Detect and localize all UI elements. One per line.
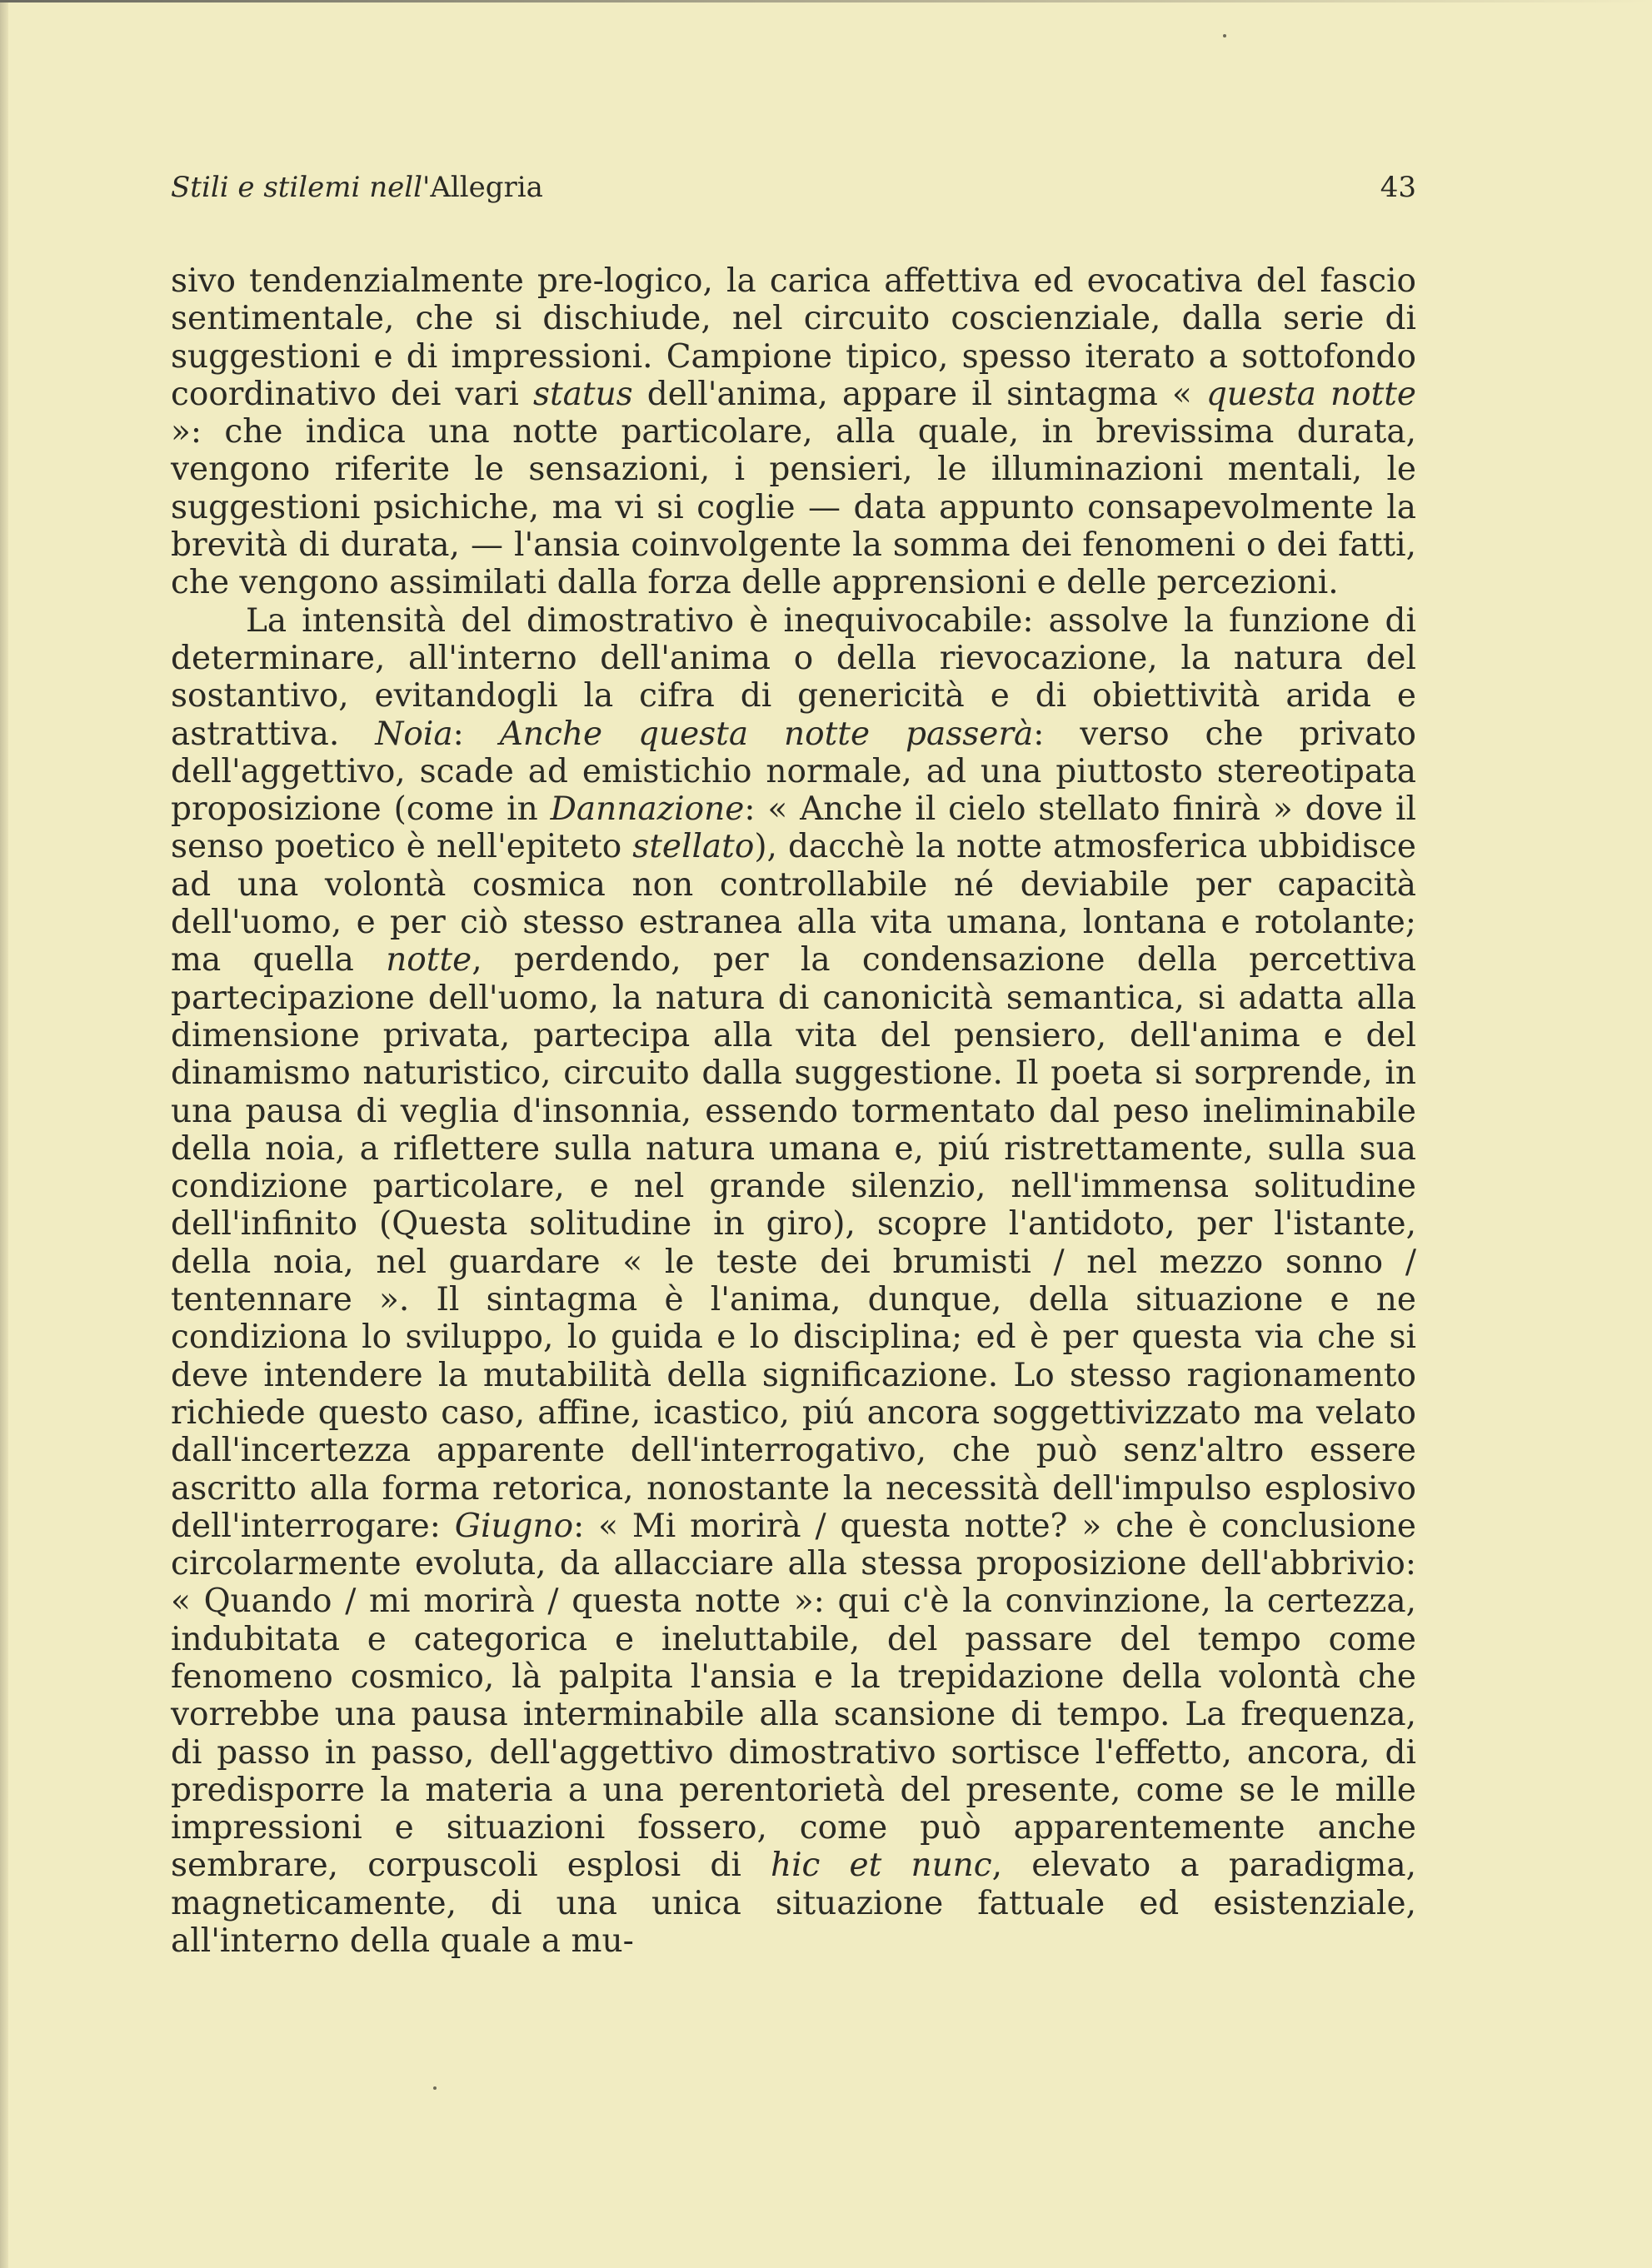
paragraph-2-text: ), dacchè la notte atmosferica ubbidisce ad una volontà cosmica non controllabile né deviabile per capacità dell'uomo, e per ciò stesso estranea alla vita umana, lontana e rotolante; ma quella [171, 828, 1417, 979]
poem-title: Noia [375, 715, 453, 753]
italic-term: notte [386, 941, 472, 979]
page-top-edge [0, 0, 1652, 2]
running-title-roman: Allegria [430, 171, 543, 204]
paragraph-2 [171, 602, 1416, 1961]
paper-speck [433, 2086, 437, 2090]
page-left-edge [0, 0, 8, 2268]
paragraph-2-text: , elevato a paradigma, magneticamente, di una unica situazione fattuale ed esistenziale, all'interno della quale a mu- [171, 1847, 1416, 1961]
paragraph-2-text: : verso che privato dell'aggettivo, scade ad emistichio normale, ad una piuttosto stereotipata proposizione (come in [171, 715, 1416, 829]
paragraph-1 [171, 262, 1416, 602]
italic-term: stellato [632, 828, 755, 866]
body-text [171, 262, 1416, 1960]
paragraph-1-text: dell'anima, appare il sintagma « [632, 375, 1206, 413]
poem-title: Giugno [454, 1507, 574, 1545]
paragraph-2-text: : « Mi morirà / questa notte? » che è conclusione circolarmente evoluta, da allacciare alla stessa proposizione dell'abbrivio: « Quando / mi morirà / questa notte »: qui c'è la convinzione, la certezza, indubitata e categorica e ineluttabile, del passare del tempo come fenomeno cosmico, là palpita l'ansia e la trepidazione della volontà che vorrebbe una pausa interminabile alla scansione di tempo. La frequenza, di passo in passo, dell'aggettivo dimostrativo sortisce l'effetto, ancora, di predisporre la materia a una perentorietà del presente, come se le mille impressioni e situazioni fossero, come può apparentemente anche sembrare, corpuscoli esplosi di [171, 1507, 1416, 1885]
paragraph-2-text: : « Anche il cielo stellato finirà » dove il senso poetico è nell'epiteto [171, 790, 1416, 866]
paper-speck [1223, 34, 1226, 37]
italic-term: hic et nunc [770, 1847, 992, 1885]
italic-quote: questa notte [1205, 375, 1416, 413]
page-number: 43 [1380, 171, 1416, 204]
paragraph-2-text: : [452, 715, 500, 753]
running-header [171, 171, 1416, 212]
italic-term: status [532, 375, 633, 413]
poem-title: Dannazione [550, 790, 745, 829]
running-title-italic: Stili e stilemi nell' [171, 171, 431, 204]
paragraph-2-text: , perdendo, per la condensazione della percettiva partecipazione dell'uomo, la natura di canonicità semantica, si adatta alla dimensione privata, partecipa alla vita del pensiero, dell'anima e del dinamismo naturistico, circuito dalla suggestione. Il poeta si sorprende, in una pausa di veglia d'insonnia, essendo tormentato dal peso ineliminabile della noia, a riflettere sulla natura umana e, piú ristrettamente, sulla sua condizione particolare, e nel grande silenzio, nell'immensa solitudine dell'infinito (Questa solitudine in giro), scopre l'antidoto, per l'istante, della noia, nel guardare « le teste dei brumisti / nel mezzo sonno / tentennare ». Il sintagma è l'anima, dunque, della situazione e ne condiziona lo sviluppo, lo guida e lo disciplina; ed è per questa via che si deve intendere la mutabilità della significazione. Lo stesso ragionamento richiede questo caso, affine, icastico, piú ancora soggettivizzato ma velato dall'incertezza apparente dell'interrogativo, che può senz'altro essere ascritto alla forma retorica, nonostante la necessità dell'impulso esplosivo dell'interrogare: [171, 941, 1416, 1545]
paragraph-2-text: La intensità del dimostrativo è inequivocabile: assolve la funzione di determinare, all'interno dell'anima o della rievocazione, la natura del sostantivo, evitandogli la cifra di genericità e di obiettività arida e astrattiva. [171, 601, 1416, 753]
paragraph-1-text: sivo tendenzialmente pre-logico, la carica affettiva ed evocativa del fascio sentimentale, che si dischiude, nel circuito coscienziale, dalla serie di suggestioni e di impressioni. Campione tipico, spesso iterato a sottofondo coordinativo dei vari [171, 262, 1416, 413]
running-title [171, 171, 543, 204]
paragraph-1-text: »: che indica una notte particolare, alla quale, in brevissima durata, vengono riferite le sensazioni, i pensieri, le illuminazioni mentali, le suggestioni psichiche, ma vi si coglie — data appunto consapevolmente la brevità di durata, — l'ansia coinvolgente la somma dei fenomeni o dei fatti, che vengono assimilati dalla forza delle apprensioni e delle percezioni. [171, 413, 1416, 602]
italic-quote: Anche questa notte passerà [499, 715, 1034, 753]
